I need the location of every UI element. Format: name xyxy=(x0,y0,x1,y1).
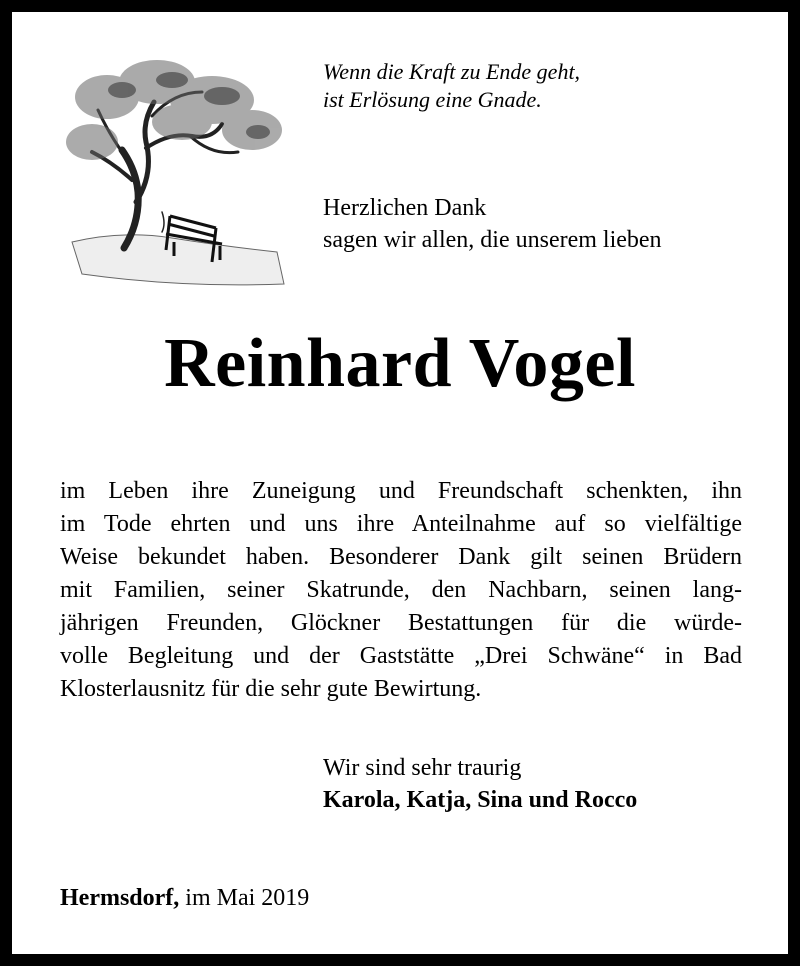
tree-with-bench-icon xyxy=(62,52,292,292)
thanks-line: Herzlichen Dank xyxy=(323,195,487,221)
body-line: Klosterlausnitz für die sehr gute Bewirtung. xyxy=(60,676,482,702)
place-town: Hermsdorf, xyxy=(60,885,180,911)
place-date: im Mai 2019 xyxy=(185,885,310,911)
thanks-line: sagen wir allen, die unserem lieben xyxy=(323,227,662,253)
obituary-card xyxy=(12,12,788,954)
body-line: mit Familien, seiner Skatrunde, den Nachbarn, seinen lang- xyxy=(60,577,742,603)
body-line: volle Begleitung und der Gaststätte „Drei Schwäne“ in Bad xyxy=(60,643,742,669)
closing-block xyxy=(323,752,637,816)
motto-line: ist Erlösung eine Gnade. xyxy=(323,87,542,112)
thanks-intro xyxy=(323,192,662,256)
body-line: im Tode ehrten und uns ihre Anteilnahme auf so vielfältige xyxy=(60,511,742,537)
thanks-body xyxy=(60,475,742,706)
body-line: im Leben ihre Zuneigung und Freundschaft schenkten, ihn xyxy=(60,478,742,504)
body-line: jährigen Freunden, Glöckner Bestattungen für die würde- xyxy=(60,610,742,636)
motto-line: Wenn die Kraft zu Ende geht, xyxy=(323,59,581,84)
body-line: Weise bekundet haben. Besonderer Dank gilt seinen Brüdern xyxy=(60,544,742,570)
place-and-date xyxy=(60,882,309,914)
motto-verse xyxy=(323,58,580,114)
closing-line: Wir sind sehr traurig xyxy=(323,755,522,781)
signers: Karola, Katja, Sina und Rocco xyxy=(323,787,638,813)
deceased-name: Reinhard Vogel xyxy=(164,325,636,402)
